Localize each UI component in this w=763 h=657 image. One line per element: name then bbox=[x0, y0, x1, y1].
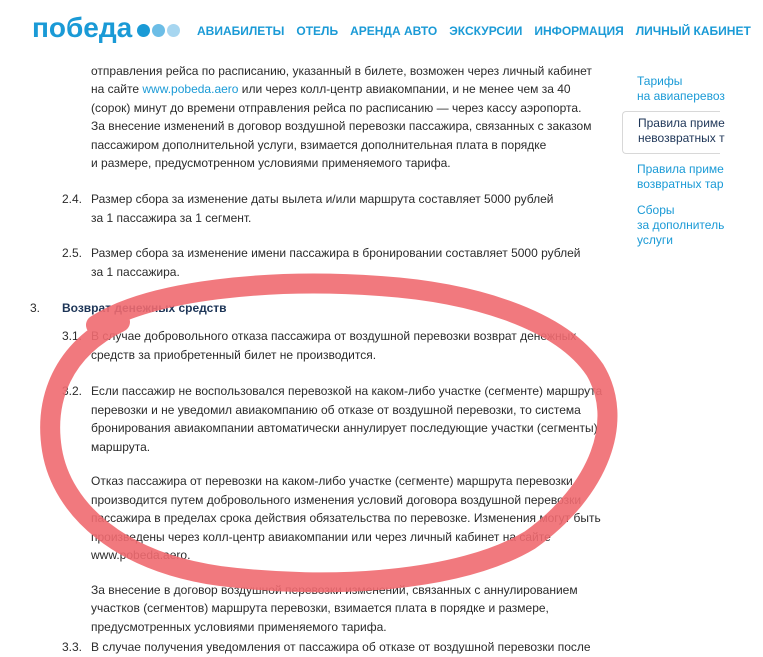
sidebar-item-label: Тарифы bbox=[637, 74, 683, 88]
text-line: за 1 пассажира за 1 сегмент. bbox=[91, 210, 252, 225]
logo-dot-3 bbox=[167, 24, 180, 37]
nav-flights[interactable]: АВИАБИЛЕТЫ bbox=[197, 24, 285, 38]
paragraph-gap bbox=[91, 456, 611, 472]
site-header bbox=[0, 0, 751, 62]
text-line: бронирования авиакомпании автоматически аннулирует последующие участки (сегменты) bbox=[91, 421, 598, 435]
text-line: В случае добровольного отказа пассажира от воздушной перевозки возврат денежных bbox=[91, 329, 577, 343]
text-fragment: на сайте bbox=[91, 82, 143, 96]
logo-text: победа bbox=[32, 12, 133, 43]
text-line: www.pobeda.aero. bbox=[91, 548, 191, 562]
sidebar-item-label: за дополнитель bbox=[637, 218, 725, 232]
text-line bbox=[91, 80, 611, 99]
nav-car-rental[interactable]: АРЕНДА АВТО bbox=[350, 24, 438, 38]
pobeda-site-link[interactable]: www.pobeda.aero bbox=[142, 82, 239, 96]
sidebar-item-tariffs[interactable] bbox=[622, 70, 725, 111]
section-number: 3.2. bbox=[62, 384, 83, 398]
text-line: предусмотренных условиями применяемого тарифа. bbox=[91, 619, 387, 634]
logo-dot-2 bbox=[152, 24, 165, 37]
sidebar-item-label: на авиаперевоз bbox=[637, 89, 725, 103]
text-line: пассажиром дополнительной услуги, взимается дополнительная плата в порядке bbox=[91, 137, 547, 152]
text-line: пассажира в пределах срока действия обязательства по перевозке. Изменения могут быть bbox=[91, 511, 601, 525]
text-line: Если пассажир не воспользовался перевозкой на каком-либо участке (сегменте) маршрута bbox=[91, 384, 603, 398]
nav-excursions[interactable]: ЭКСКУРСИИ bbox=[449, 24, 523, 38]
nav-information[interactable]: ИНФОРМАЦИЯ bbox=[534, 24, 624, 38]
sidebar-item-label: невозвратных т bbox=[638, 131, 725, 145]
nav-account[interactable]: ЛИЧНЫЙ КАБИНЕТ bbox=[635, 24, 751, 38]
pobeda-logo[interactable] bbox=[32, 12, 180, 44]
section-text bbox=[91, 382, 611, 636]
section-number: 3.1. bbox=[62, 329, 83, 343]
sidebar-item-label: услуги bbox=[637, 233, 673, 247]
section-number: 2.4. bbox=[62, 192, 83, 206]
sidebar-nav bbox=[622, 70, 725, 255]
section-text bbox=[91, 43, 611, 173]
sidebar-item-label: Правила приме bbox=[637, 162, 724, 176]
text-line: Размер сбора за изменение имени пассажира в бронировании составляет 5000 рублей bbox=[91, 246, 581, 260]
text-line: (сорок) минут до времени отправления рейса по расписанию — через кассу аэропорта. bbox=[91, 100, 582, 115]
text-line: средств за приобретенный билет не производится. bbox=[91, 347, 377, 362]
text-line: участков (сегментов) маршрута перевозки, взимается плата в порядке и размере, bbox=[91, 601, 549, 615]
text-line: и размере, предусмотренном условиями применяемого тарифа. bbox=[91, 156, 451, 170]
text-line: Отказ пассажира от перевозки на каком-либо участке (сегменте) маршрута перевозки bbox=[91, 474, 573, 488]
section-number: 3. bbox=[30, 301, 41, 315]
logo-dot-1 bbox=[137, 24, 150, 37]
logo-dots-icon bbox=[135, 24, 180, 37]
nav-hotel[interactable]: ОТЕЛЬ bbox=[296, 24, 339, 38]
text-line: Размер сбора за изменение даты вылета и/или маршрута составляет 5000 рублей bbox=[91, 192, 554, 206]
section-number: 2.5. bbox=[62, 246, 83, 260]
text-line: За внесение изменений в договор воздушной перевозки пассажира, связанных с заказом bbox=[91, 119, 592, 133]
section-text bbox=[91, 638, 611, 657]
sidebar-item-label: Правила приме bbox=[638, 116, 725, 130]
section-text bbox=[91, 327, 611, 364]
text-fragment: или через колл-центр авиакомпании, и не менее чем за 40 bbox=[238, 82, 571, 96]
sidebar-item-label: Сборы bbox=[637, 203, 675, 217]
main-nav bbox=[197, 24, 763, 38]
paragraph-gap bbox=[91, 565, 611, 581]
sidebar-item-label: возвратных тар bbox=[637, 177, 724, 191]
text-line: производится путем добровольного изменения условий договора воздушной перевозки bbox=[91, 492, 582, 507]
text-line: маршрута. bbox=[91, 439, 151, 454]
section-text bbox=[91, 244, 611, 281]
sidebar-item-nonrefundable-rules[interactable] bbox=[622, 111, 725, 154]
text-line: произведены через колл-центр авиакомпании или через личный кабинет на сайте bbox=[91, 529, 551, 544]
section-number: 3.3. bbox=[62, 640, 83, 654]
text-line: перевозки и не уведомил авиакомпанию об отказе от воздушной перевозки, то система bbox=[91, 402, 581, 417]
sidebar-item-refundable-rules[interactable] bbox=[622, 158, 724, 199]
text-line: В случае получения уведомления от пассажира об отказе от воздушной перевозки после bbox=[91, 640, 591, 654]
sidebar-item-additional-fees[interactable] bbox=[622, 199, 725, 255]
section-text bbox=[91, 190, 611, 227]
section-heading: Возврат денежных средств bbox=[62, 301, 227, 315]
text-line: За внесение в договор воздушной перевозки изменений, связанных с аннулированием bbox=[91, 582, 578, 597]
text-line: отправления рейса по расписанию, указанный в билете, возможен через личный кабинет bbox=[91, 63, 592, 78]
text-line: за 1 пассажира. bbox=[91, 264, 180, 279]
